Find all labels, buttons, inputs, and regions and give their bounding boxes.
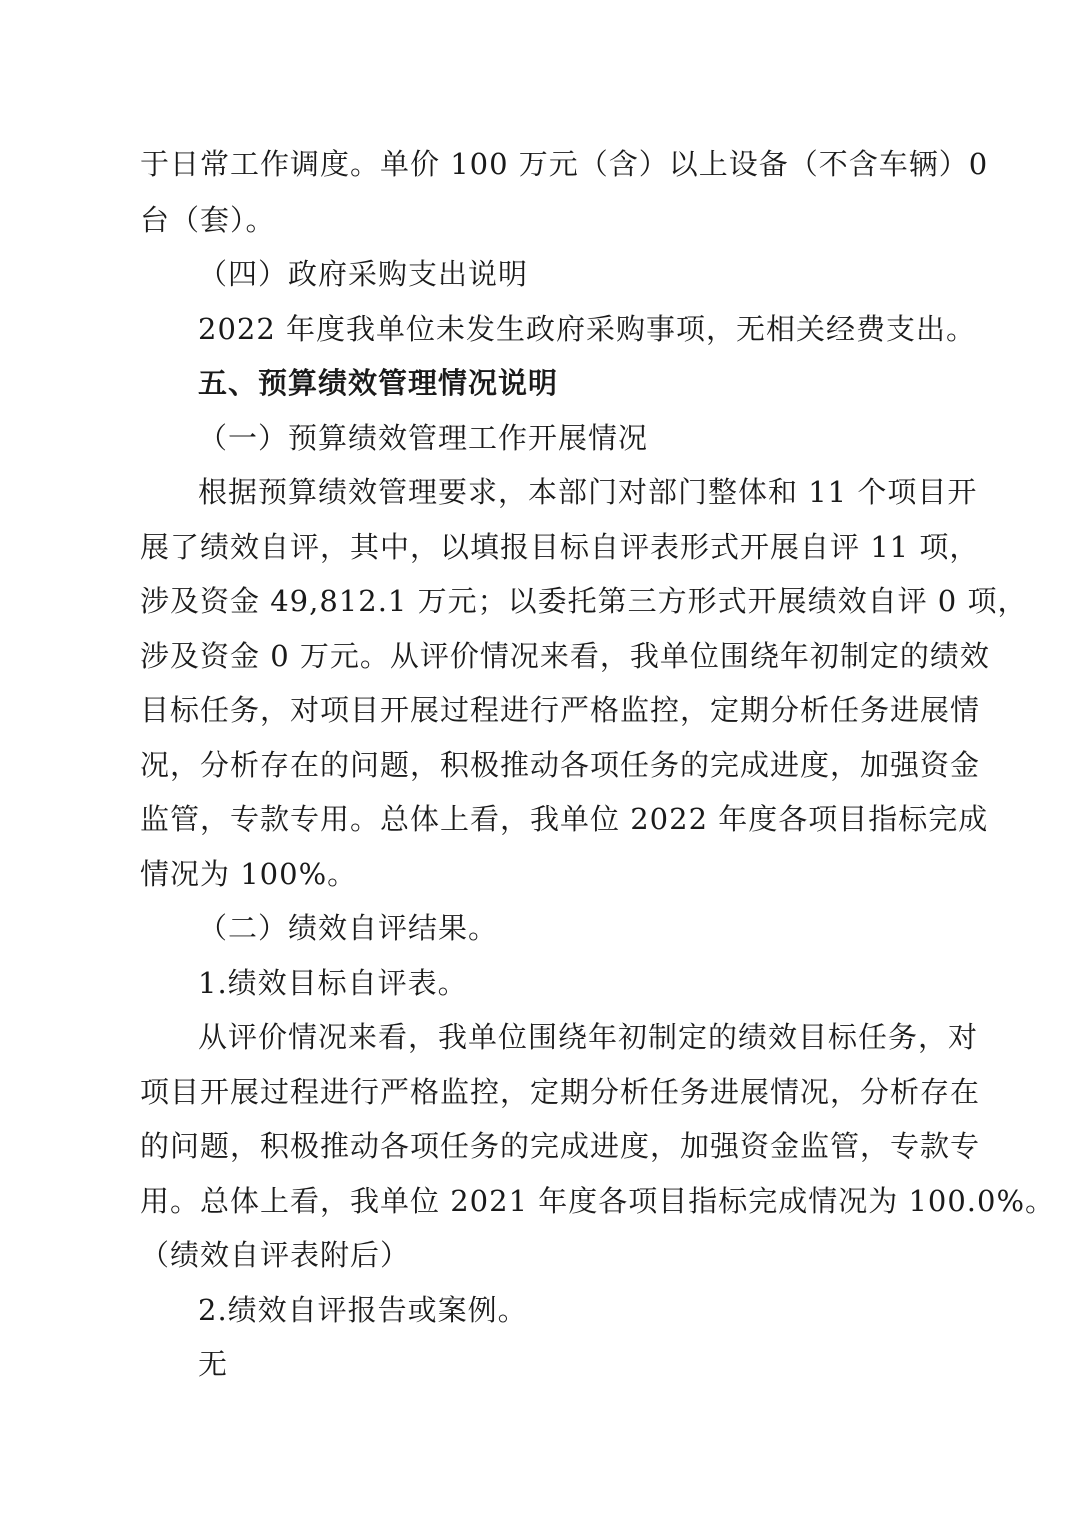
body-line: （绩效自评表附后） bbox=[140, 1238, 411, 1272]
body-line: 的问题，积极推动各项任务的完成进度，加强资金监管，专款专 bbox=[140, 1129, 981, 1163]
body-line: 涉及资金 0 万元。从评价情况来看，我单位围绕年初制定的绩效 bbox=[140, 639, 990, 673]
body-line: 2022 年度我单位未发生政府采购事项，无相关经费支出。 bbox=[198, 312, 977, 346]
body-line: 况，分析存在的问题，积极推动各项任务的完成进度，加强资金 bbox=[140, 748, 981, 782]
section-heading: （二）绩效自评结果。 bbox=[198, 911, 499, 945]
body-line: 台（套）。 bbox=[140, 203, 276, 237]
body-line: 从评价情况来看，我单位围绕年初制定的绩效目标任务，对 bbox=[198, 1020, 979, 1054]
body-line: 用。总体上看，我单位 2021 年度各项目指标完成情况为 100.0%。 bbox=[140, 1184, 1056, 1218]
chapter-heading: 五、预算绩效管理情况说明 bbox=[198, 366, 559, 400]
body-line: 项目开展过程进行严格监控，定期分析任务进展情况，分析存在 bbox=[140, 1075, 981, 1109]
body-line: 目标任务，对项目开展过程进行严格监控，定期分析任务进展情 bbox=[140, 693, 981, 727]
body-line: 无 bbox=[198, 1347, 229, 1381]
section-heading: （一）预算绩效管理工作开展情况 bbox=[198, 421, 649, 455]
section-heading: （四）政府采购支出说明 bbox=[198, 257, 529, 291]
body-line: 展了绩效自评，其中，以填报目标自评表形式开展自评 11 项， bbox=[140, 530, 980, 564]
body-line: 根据预算绩效管理要求，本部门对部门整体和 11 个项目开 bbox=[198, 475, 978, 509]
body-line: 涉及资金 49,812.1 万元；以委托第三方形式开展绩效自评 0 项， bbox=[140, 584, 1028, 618]
body-line: 监管，专款专用。总体上看，我单位 2022 年度各项目指标完成 bbox=[140, 802, 989, 836]
body-line: 情况为 100%。 bbox=[140, 857, 358, 891]
body-line: 于日常工作调度。单价 100 万元（含）以上设备（不含车辆）0 bbox=[140, 147, 989, 181]
subsection-heading: 1.绩效目标自评表。 bbox=[198, 966, 468, 1000]
subsection-heading: 2.绩效自评报告或案例。 bbox=[198, 1293, 528, 1327]
